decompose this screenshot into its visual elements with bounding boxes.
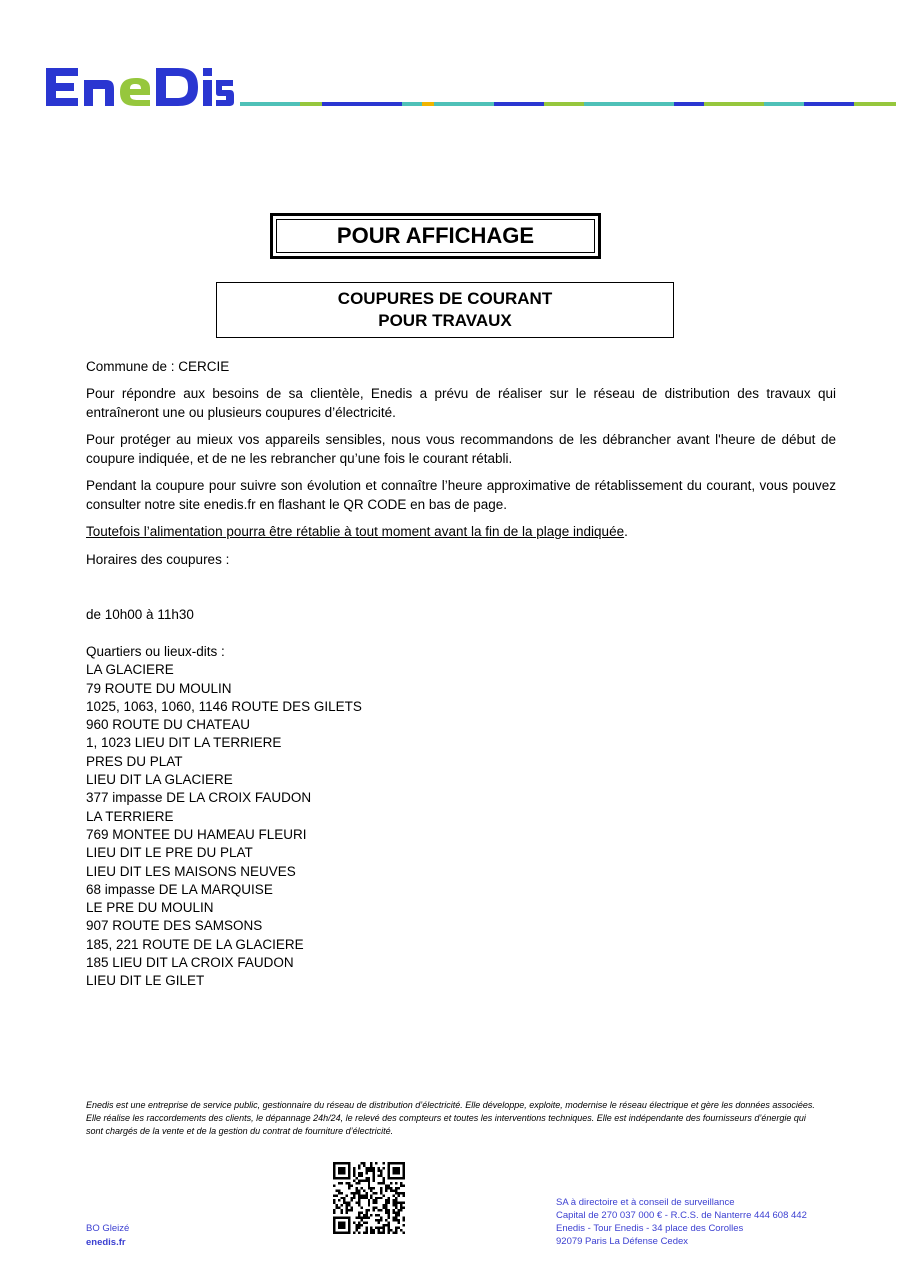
restore-warning: Toutefois l’alimentation pourra être rétablie à tout moment avant la fin de la plage indiquée. bbox=[86, 524, 628, 539]
list-item: 960 ROUTE DU CHATEAU bbox=[86, 717, 251, 733]
intro-paragraph: Pour répondre aux besoins de sa clientèle, Enedis a prévu de réaliser sur le réseau de distribution des travaux qui entraîneront une ou plusieurs coupures d’électricité. bbox=[86, 386, 836, 420]
display-label-box bbox=[270, 213, 601, 259]
legal-line: 92079 Paris La Défense Cedex bbox=[556, 1236, 689, 1247]
list-item: 377 impasse DE LA CROIX FAUDON bbox=[86, 790, 312, 806]
qr-code[interactable] bbox=[333, 1162, 405, 1234]
footer-site-link[interactable]: enedis.fr bbox=[86, 1237, 126, 1248]
enedis-logo bbox=[44, 64, 234, 110]
legal-line: Capital de 270 037 000 € - R.C.S. de Nanterre 444 608 442 bbox=[556, 1210, 807, 1221]
list-item: PRES DU PLAT bbox=[86, 753, 183, 769]
footer-legal bbox=[556, 1196, 807, 1248]
list-item: LA GLACIERE bbox=[86, 662, 174, 678]
list-item: 769 MONTEE DU HAMEAU FLEURI bbox=[86, 826, 307, 842]
horaires-label: Horaires des coupures : bbox=[86, 552, 230, 567]
notice-title-line2: POUR TRAVAUX bbox=[378, 311, 512, 330]
legal-line: Enedis - Tour Enedis - 34 place des Corolles bbox=[556, 1223, 744, 1234]
qr-info-paragraph: Pendant la coupure pour suivre son évolution et connaître l’heure approximative de rétablissement du courant, vous pouvez consulter notre site enedis.fr en flashant le QR CODE en bas de page. bbox=[86, 478, 836, 512]
list-item: LIEU DIT LE PRE DU PLAT bbox=[86, 845, 253, 861]
footer-bo: BO Gleizé bbox=[86, 1223, 130, 1234]
list-item: LA TERRIERE bbox=[86, 808, 174, 824]
display-label: POUR AFFICHAGE bbox=[276, 219, 595, 253]
notice-title-line1: COUPURES DE COURANT bbox=[337, 289, 553, 308]
list-item: 185 LIEU DIT LA CROIX FAUDON bbox=[86, 955, 294, 971]
list-item: LIEU DIT LES MAISONS NEUVES bbox=[86, 863, 296, 879]
footer-left bbox=[86, 1222, 129, 1250]
list-item: LIEU DIT LE GILET bbox=[86, 973, 205, 989]
horaire-value: de 10h00 à 11h30 bbox=[86, 607, 194, 622]
disclaimer-text: Enedis est une entreprise de service public, gestionnaire du réseau de distribution d’électricité. Elle développe, exploite, modernise le réseau électrique et gère les données associées. Elle réalise les raccordements des clients, le dépannage 24h/24, le relevé des compteurs et toutes les interventions techniques. Elle est indépendante des fournisseurs d’énergie qui sont chargés de la vente et de la gestion du contrat de fourniture d’électricité. bbox=[86, 1100, 815, 1136]
list-item: 907 ROUTE DES SAMSONS bbox=[86, 918, 263, 934]
list-item: LIEU DIT LA GLACIERE bbox=[86, 772, 233, 788]
recommendation-paragraph: Pour protéger au mieux vos appareils sensibles, nous vous recommandons de les débrancher avant l'heure de début de coupure indiquée, et de ne les rebrancher qu’une fois le courant rétabli. bbox=[86, 432, 836, 466]
notice-title-box bbox=[216, 282, 674, 338]
list-item: 1025, 1063, 1060, 1146 ROUTE DES GILETS bbox=[86, 698, 362, 714]
commune-text: Commune de : CERCIE bbox=[86, 359, 230, 374]
restore-warning-text: Toutefois l’alimentation pourra être rétablie à tout moment avant la fin de la plage indiquée bbox=[86, 524, 625, 539]
list-item: 1, 1023 LIEU DIT LA TERRIERE bbox=[86, 735, 282, 751]
list-item: 68 impasse DE LA MARQUISE bbox=[86, 881, 273, 897]
header-divider bbox=[240, 102, 896, 106]
lieux-label: Quartiers ou lieux-dits : bbox=[86, 644, 225, 659]
legal-line: SA à directoire et à conseil de surveillance bbox=[556, 1197, 735, 1208]
lieux-list bbox=[86, 643, 362, 991]
list-item: 185, 221 ROUTE DE LA GLACIERE bbox=[86, 936, 304, 952]
list-item: LE PRE DU MOULIN bbox=[86, 900, 214, 916]
list-item: 79 ROUTE DU MOULIN bbox=[86, 680, 232, 696]
